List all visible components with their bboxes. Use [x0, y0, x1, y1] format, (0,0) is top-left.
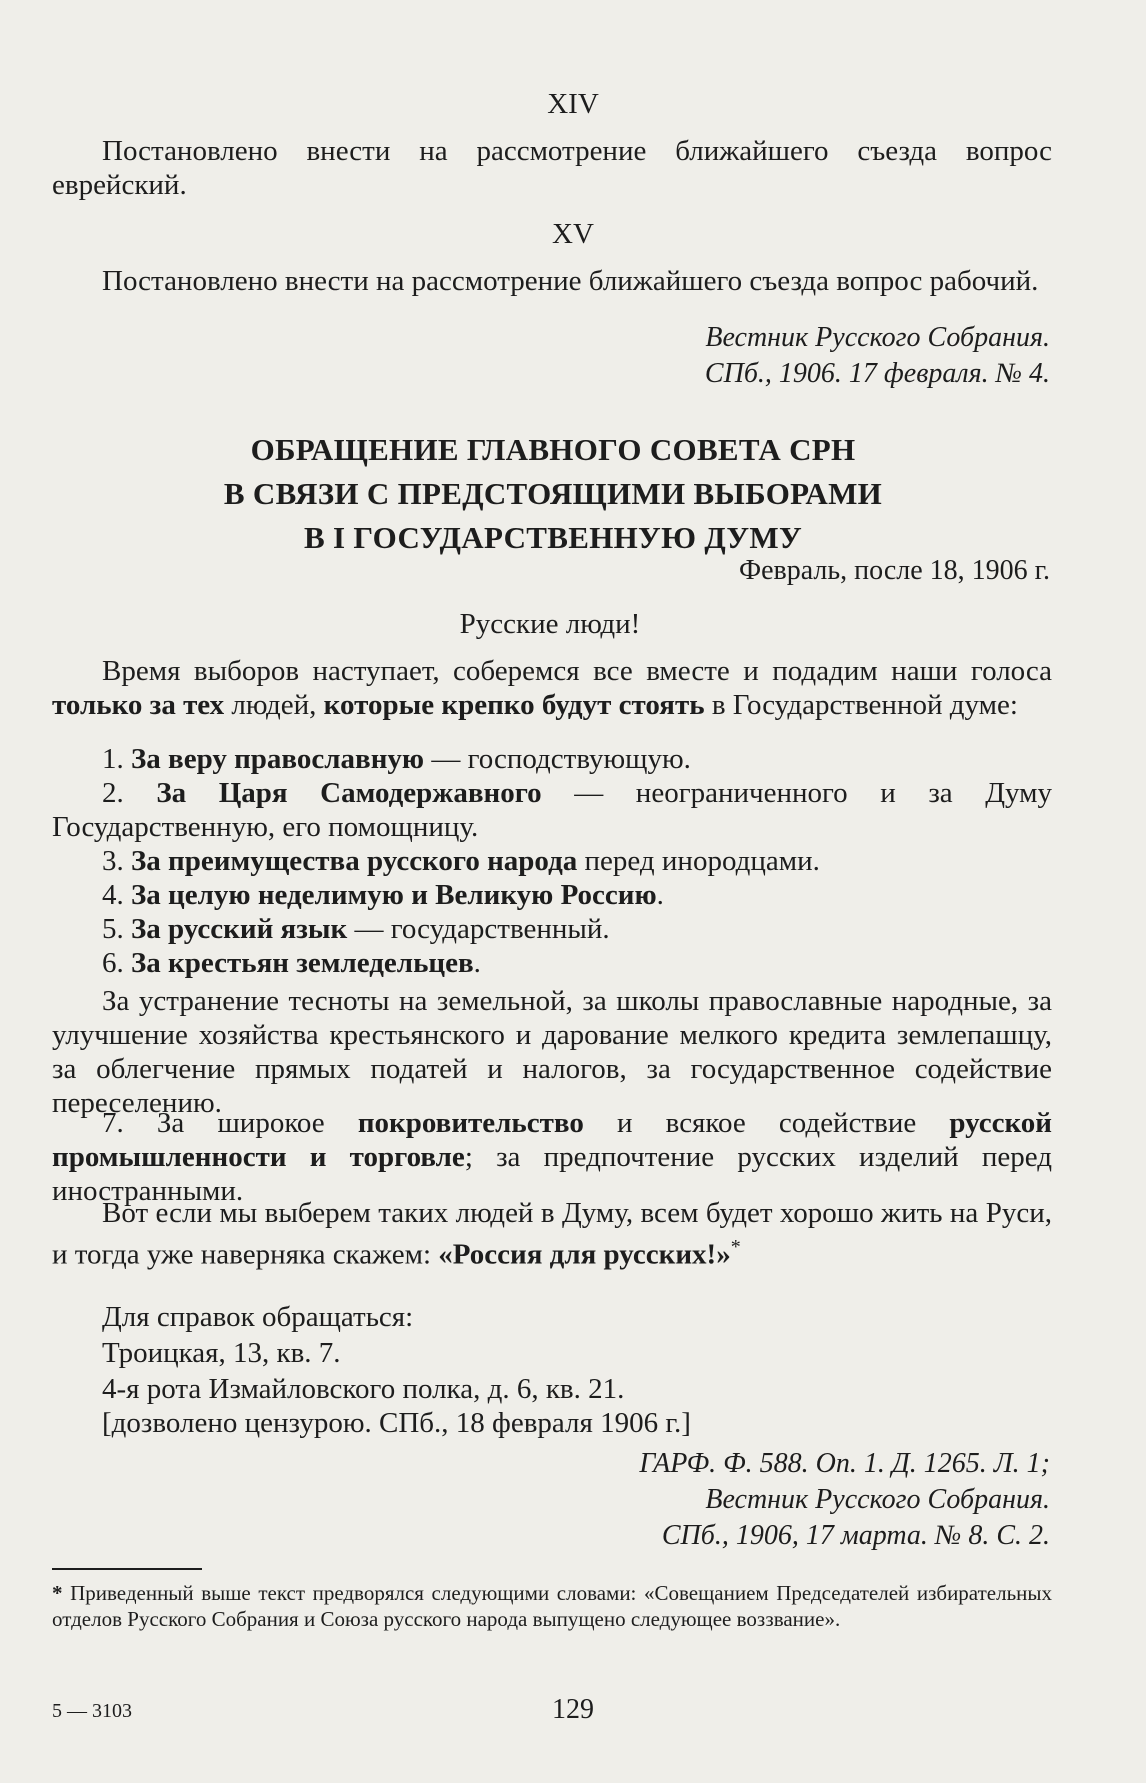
appeal-closing [52, 1196, 1052, 1272]
contact-address-2: 4-я рота Измайловского полка, д. 6, кв. 21. [102, 1373, 625, 1405]
intro-bold-b: только за тех [52, 689, 225, 721]
page-number: 129 [552, 1694, 594, 1725]
item-rest: . [656, 879, 664, 911]
item-rest: — неограниченного и за Думу Государственную, его помощницу. [52, 777, 1052, 843]
title-line-3: В I ГОСУДАРСТВЕННУЮ ДУМУ [303, 520, 803, 555]
intro-text-a: Время выборов наступает, соберемся все вместе и подадим наши голоса [102, 655, 1052, 687]
contact-address-1: Троицкая, 13, кв. 7. [102, 1337, 341, 1369]
item7-bold-2: русской промышленности и торговле [52, 1107, 1053, 1173]
source-1-line-2: СПб., 1906. 17 февраля. № 4. [704, 358, 1050, 389]
appeal-item-7 [52, 1106, 1052, 1208]
section-number-xv: XV [552, 218, 594, 250]
printer-signature: 5 — 3103 [52, 1700, 132, 1722]
item-num: 2. [102, 777, 157, 809]
source-1-line-1: Вестник Русского Собрания. [705, 322, 1050, 353]
appeal-item-2 [52, 776, 1052, 844]
item-num: 5. [102, 913, 131, 945]
appeal-date: Февраль, после 18, 1906 г. [738, 555, 1050, 586]
item7-num: 7. За широкое [102, 1107, 358, 1139]
item-num: 6. [102, 947, 131, 979]
item7-mid: и всякое содействие [583, 1107, 950, 1139]
source-2-line-2: Вестник Русского Собрания. [705, 1484, 1050, 1515]
footnote-text: Приведенный выше текст предворялся следующими словами: «Совещанием Председателей избирательных отделов Русского Собрания и Союза русского народа выпущено следующее воззвание». [52, 1581, 1052, 1631]
title-line-1: ОБРАЩЕНИЕ ГЛАВНОГО СОВЕТА СРН [250, 432, 856, 467]
item7-bold-1: покровительство [357, 1107, 584, 1139]
title-line-2: В СВЯЗИ С ПРЕДСТОЯЩИМИ ВЫБОРАМИ [223, 476, 883, 511]
intro-bold-d: которые крепко будут стоять [323, 689, 705, 721]
footnote [52, 1580, 1052, 1632]
source-citation-1 [705, 320, 1050, 392]
footnote-ref: * [730, 1236, 741, 1258]
appeal-item-3 [52, 844, 1052, 878]
item-bold: За Царя Самодержавного [156, 777, 542, 809]
closing-text: Вот если мы выберем таких людей в Думу, всем будет хорошо жить на Руси, и тогда уже наверняка скажем: [52, 1197, 1052, 1271]
item7-rest: ; за предпочтение русских изделий перед иностранными. [52, 1141, 1052, 1207]
closing-slogan: «Россия для русских!» [438, 1238, 731, 1271]
item-rest: — государственный. [347, 913, 610, 945]
section-number-xiv: XIV [547, 88, 599, 120]
item-rest: . [473, 947, 481, 979]
appeal-land-paragraph: За устранение тесноты на земельной, за школы православные народные, за улучшение хозяйства крестьянского и дарование мелкого кредита землепашцу, за облегчение прямых податей и налогов, за государственное содействие переселению. [52, 985, 1052, 1119]
item-bold: За русский язык [131, 913, 348, 945]
appeal-item-1 [52, 742, 1052, 776]
appeal-greeting: Русские люди! [459, 608, 641, 640]
item-num: 1. [102, 743, 131, 775]
appeal-intro [52, 654, 1052, 722]
item-bold: За преимущества русского народа [131, 845, 578, 877]
footnote-rule [52, 1568, 202, 1570]
item-num: 4. [102, 879, 131, 911]
item-bold: За целую неделимую и Великую Россию [131, 879, 657, 911]
source-citation-2 [639, 1446, 1050, 1554]
appeal-item-5 [52, 912, 1052, 946]
appeal-item-6 [52, 946, 1052, 980]
section-xv-text: Постановлено внести на рассмотрение ближайшего съезда вопрос рабочий. [102, 265, 1039, 297]
appeal-item-4 [52, 878, 1052, 912]
intro-text-e: в Государственной думе: [704, 689, 1018, 721]
footnote-mark: * [52, 1581, 63, 1605]
appeal-title [0, 428, 1126, 560]
item-num: 3. [102, 845, 131, 877]
source-2-line-1: ГАРФ. Ф. 588. Оп. 1. Д. 1265. Л. 1; [639, 1448, 1050, 1479]
item-rest: — господствующую. [424, 743, 691, 775]
section-xiv-text: Постановлено внести на рассмотрение ближайшего съезда вопрос еврейский. [52, 135, 1052, 201]
item-bold: За веру православную [131, 743, 425, 775]
contacts-label: Для справок обращаться: [102, 1301, 414, 1333]
source-2-line-3: СПб., 1906, 17 марта. № 8. С. 2. [661, 1520, 1050, 1551]
intro-text-c: людей, [224, 689, 324, 721]
item-rest: перед инородцами. [577, 845, 820, 877]
censorship-note: [дозволено цензурою. СПб., 18 февраля 1906 г.] [102, 1407, 691, 1439]
item-bold: За крестьян земледельцев [131, 947, 474, 979]
